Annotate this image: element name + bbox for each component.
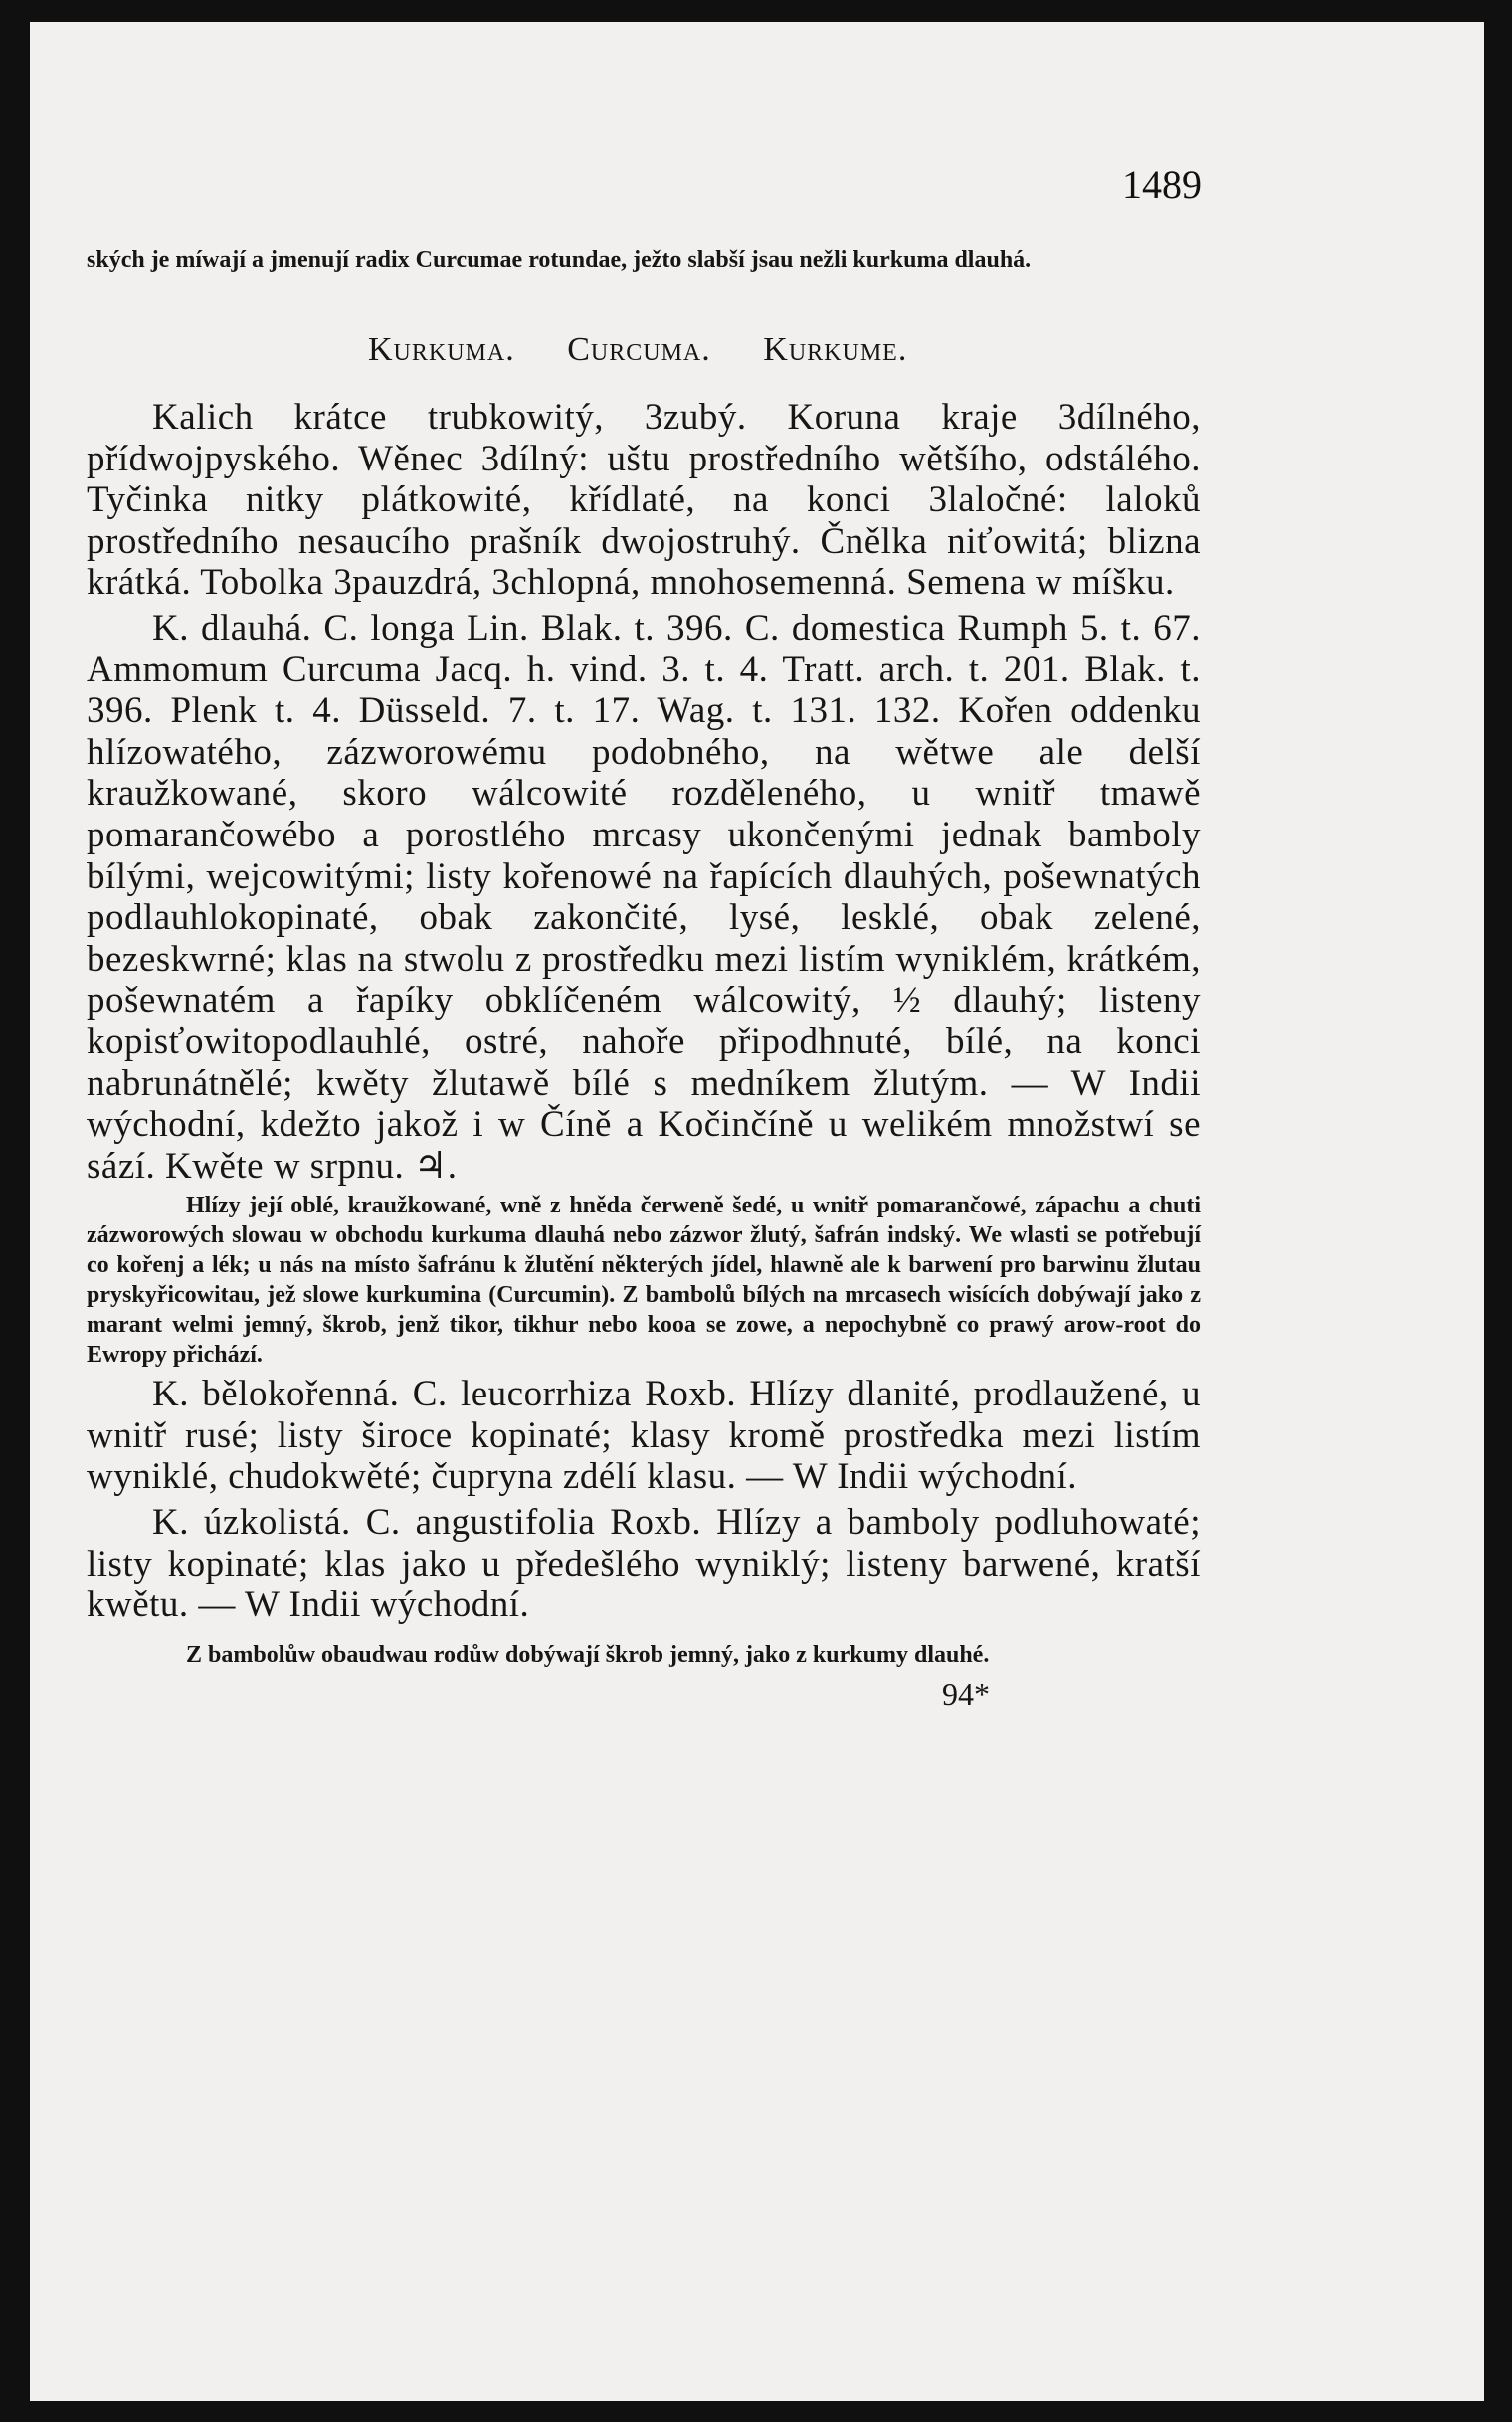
closing-note: Z bambolůw obaudwau rodůw dobýwají škrob jemný, jako z kurkumy dlauhé.: [186, 1641, 990, 1668]
species-longa: K. dlauhá. C. longa Lin. Blak. t. 396. C. domestica Rumph 5. t. 67. Ammomum Curcuma Jacq. h. vind. 3. t. 4. Tratt. arch. t. 201. Blak. t. 396. Plenk t. 4. Düsseld. 7. t. 17. Wag. t. 131. 132. Kořen oddenku hlízowatého, zázworowému podobného, na wětwe ale delší kraužkowané, skoro wálcowité rozděleného, u wnitř tmawě pomarančowébo a porostlého mrcasy ukončenými jednak bamboly bílými, wejcowitými; listy kořenowé na řapících dlauhých, pošewnatých podlauhlokopinaté, obak zakončité, lysé, lesklé, obak zelené, bezeskwrné; klas na stwolu z prostředku mezi listím wyniklém, krátkém, pošewnatém a řapíky obklíčeném wálcowitý, ½ dlauhý; listeny kopisťowitopodlauhlé, ostré, nahoře připodhnuté, bílé, na konci nabrunátnělé; kwěty žlutawě bílé s medníkem žlutým. — W Indii wýchodní, kdežto jakož i w Číně a Kočinčíně u welikém množstwí se sází. Kwěte w srpnu. ♃.: [87, 607, 1201, 1187]
heading-czech: Kurkuma.: [368, 331, 515, 368]
main-text: [87, 397, 1201, 1187]
intro-paragraph: ských je míwají a jmenují radix Curcumae rotundae, ježto slabší jsau nežli kurkuma dlauhá.: [87, 247, 1032, 273]
heading-german: Kurkume.: [763, 331, 908, 368]
signature-mark: 94*: [942, 1675, 990, 1712]
book-page: [30, 22, 1484, 2401]
page-number: 1489: [1122, 162, 1202, 207]
main-text-continued: [87, 1374, 1201, 1626]
species-longa-note: Hlízy její oblé, kraužkowané, wně z hněda čerweně šedé, u wnitř pomarančowé, zápachu a chuti zázworowých slowau w obchodu kurkuma dlauhá nebo zázwor žlutý, šafrán indský. We wlasti se potřebují co kořenj a lék; u nás na místo šafránu k žlutění některých jídel, hlawně ale k barwení pro barwinu žlutau pryskyřicowitau, jež slowe kurkumina (Curcumin). Z bambolů bílých na mrcasech wisících dobýwají jako z marant welmi jemný, škrob, jenž tikor, tikhur nebo kooa se zowe, a nepochybně co prawý arow-root do Ewropy přichází.: [87, 1193, 1201, 1369]
heading-latin: Curcuma.: [567, 331, 711, 368]
species-leucorrhiza: K. bělokořenná. C. leucorrhiza Roxb. Hlízy dlanité, prodlaužené, u wnitř rusé; listy široce kopinaté; klasy kromě prostředka mezi listím wyniklé, chudokwěté; čupryna zdélí klasu. — W Indii wýchodní.: [87, 1374, 1201, 1498]
genus-description: Kalich krátce trubkowitý, 3zubý. Koruna kraje 3dílného, přídwojpyského. Wěnec 3dílný: uštu prostředního wětšího, odstálého. Tyčinka nitky plátkowité, křídlaté, na konci 3laločné: laloků prostředního nesaucího prašník dwojostruhý. Čnělka niťowitá; blizna krátká. Tobolka 3pauzdrá, 3chlopná, mnohosemenná. Semena w míšku.: [87, 397, 1201, 604]
text-column: [87, 243, 1201, 1713]
genus-heading: [87, 331, 1201, 369]
species-angustifolia: K. úzkolistá. C. angustifolia Roxb. Hlízy a bamboly podluhowaté; listy kopinaté; klas jako u předešlého wyniklý; listeny barwené, kratší kwětu. — W Indii wýchodní.: [87, 1502, 1201, 1626]
